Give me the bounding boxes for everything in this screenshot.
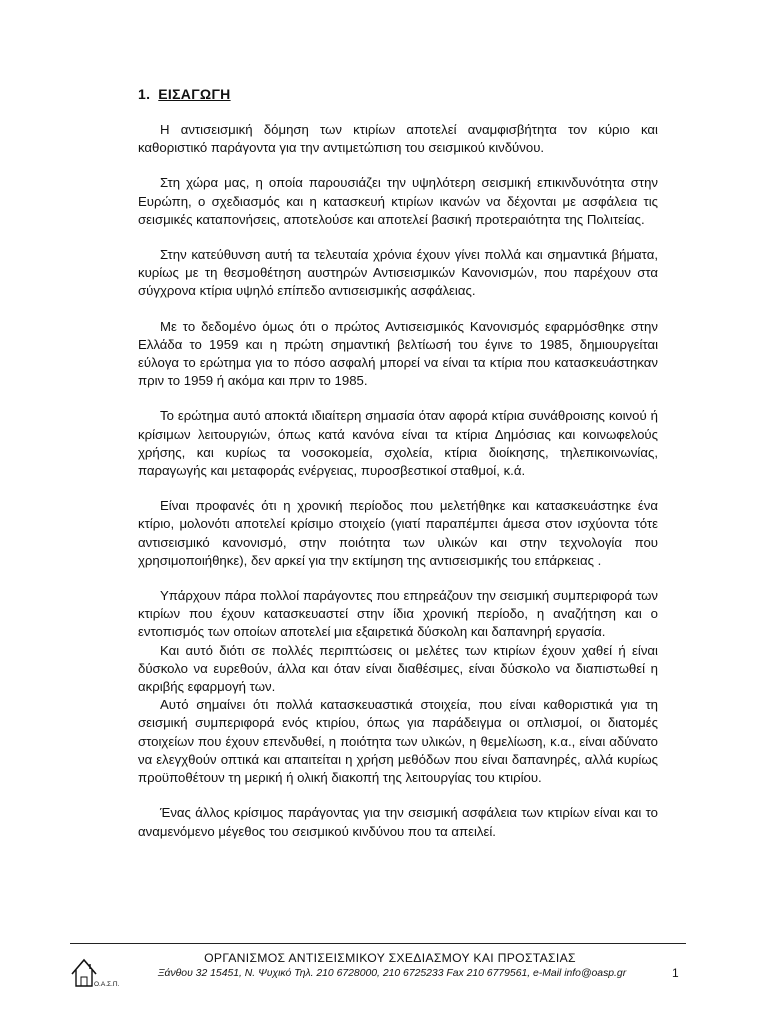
paragraph: Το ερώτημα αυτό αποκτά ιδιαίτερη σημασία όταν αφορά κτίρια συνάθροισης κοινού ή κρίσιμων λειτουργιών, όπως κατά κανόνα είναι τα κτίρια Δημόσιας και κοινωφελούς χρήσης, και κυρίως τα νοσοκομεία, σχολεία, κτίρια διοίκησης, τηλεπικοινωνίας, παραγωγής και μεταφοράς ενέργειας, πυροσβεστικοί σταθμοί, κ.ά. — [138, 408, 658, 479]
house-logo-icon — [68, 952, 122, 988]
paragraph: Υπάρχουν πάρα πολλοί παράγοντες που επηρεάζουν την σεισμική συμπεριφορά των κτιρίων που έχουν κατασκευαστεί στην ίδια χρονική περίοδο, η αναζήτηση και ο εντοπισμός των οποίων αποτελεί μια εξαιρετικά δύσκολη και δαπανηρή εργασία. — [138, 588, 658, 640]
paragraph: Στην κατεύθυνση αυτή τα τελευταία χρόνια έχουν γίνει πολλά και σημαντικά βήματα, κυρίως με τη θεσμοθέτηση αυστηρών Αντισεισμικών Κανονισμών, που παρέχουν στα σύγχρονα κτίρια υψηλό επίπεδο αντισεισμικής ασφάλειας. — [138, 247, 658, 299]
section-heading — [138, 86, 231, 102]
paragraph: Με το δεδομένο όμως ότι ο πρώτος Αντισεισμικός Κανονισμός εφαρμόσθηκε στην Ελλάδα το 1959 και η πρώτη σημαντική βελτίωσή του έγινε το 1985, δημιουργείται εύλογα το ερώτημα για το πόσο ασφαλή μπορεί να είναι τα κτίρια που κατασκευάστηκαν πριν το 1959 ή ακόμα και πριν το 1985. — [138, 318, 658, 389]
paragraph: Είναι προφανές ότι η χρονική περίοδος που μελετήθηκε και κατασκευάστηκε ένα κτίριο, μολονότι αποτελεί κρίσιμο στοιχείο (γιατί παραπέμπει άμεσα στον ισχύοντα τότε αντισεισμικό κανονισμό, στην ποιότητα των υλικών και στην τεχνολογία που χρησιμοποιήθηκε), δεν αρκεί για την εκτίμηση της αντισεισμικής του επάρκειας . — [138, 498, 658, 568]
organization-contact: Ξάνθου 32 15451, Ν. Ψυχικό Τηλ. 210 6728000, 210 6725233 Fax 210 6779561, e-Mail info@oasp.gr — [157, 968, 627, 979]
section-number: 1. — [138, 86, 151, 102]
oasp-logo — [68, 952, 122, 988]
document-body — [138, 121, 658, 858]
section-title: ΕΙΣΑΓΩΓΗ — [158, 86, 231, 102]
paragraph: Και αυτό διότι σε πολλές περιπτώσεις οι μελέτες των κτιρίων έχουν χαθεί ή είναι δύσκολο να ευρεθούν, άλλα και όταν είναι διαθέσιμες, είναι δύσκολο να διαπιστωθεί η ακριβής εφαρμογή των. — [138, 642, 658, 695]
paragraph: Στη χώρα μας, η οποία παρουσιάζει την υψηλότερη σεισμική επικινδυνότητα στην Ευρώπη, ο σχεδιασμός και η κατασκευή κτιρίων ικανών να δέχονται με ασφάλεια τις σεισμικές καταπονήσεις, αποτελούσε και αποτελεί βασική προτεραιότητα της Πολιτείας. — [138, 175, 658, 227]
logo-text: Ο.Α.Σ.Π. — [94, 981, 120, 988]
organization-name: ΟΡΓΑΝΙΣΜΟΣ ΑΝΤΙΣΕΙΣΜΙΚΟΥ ΣΧΕΔΙΑΣΜΟΥ ΚΑΙ ΠΡΟΣΤΑΣΙΑΣ — [204, 951, 576, 965]
paragraph: Η αντισεισμική δόμηση των κτιρίων αποτελεί αναμφισβήτητα τον κύριο και καθοριστικό παράγοντα για την αντιμετώπιση του σεισμικού κινδύνου. — [138, 122, 658, 156]
paragraph: Αυτό σημαίνει ότι πολλά κατασκευαστικά στοιχεία, που είναι καθοριστικά για τη σεισμική συμπεριφορά ενός κτιρίου, όπως για παράδειγμα οι οπλισμοί, οι διατομές στοιχείων που έχουν επενδυθεί, η ποιότητα των υλικών, η θεμελίωση, κ.α., είναι αδύνατο να ελεγχθούν οπτικά και απαιτείται η χρήση μεθόδων που είναι δαπανηρές, αλλά κυρίως προϋποθέτουν τη μερική ή ολική διακοπή της λειτουργίας του κτιρίου. — [138, 697, 658, 786]
paragraph: Ένας άλλος κρίσιμος παράγοντας για την σεισμική ασφάλεια των κτιρίων είναι και το αναμενόμενο μέγεθος του σεισμικού κινδύνου που τα απειλεί. — [138, 805, 658, 839]
page-number: 1 — [672, 966, 679, 980]
footer-divider — [70, 943, 686, 944]
